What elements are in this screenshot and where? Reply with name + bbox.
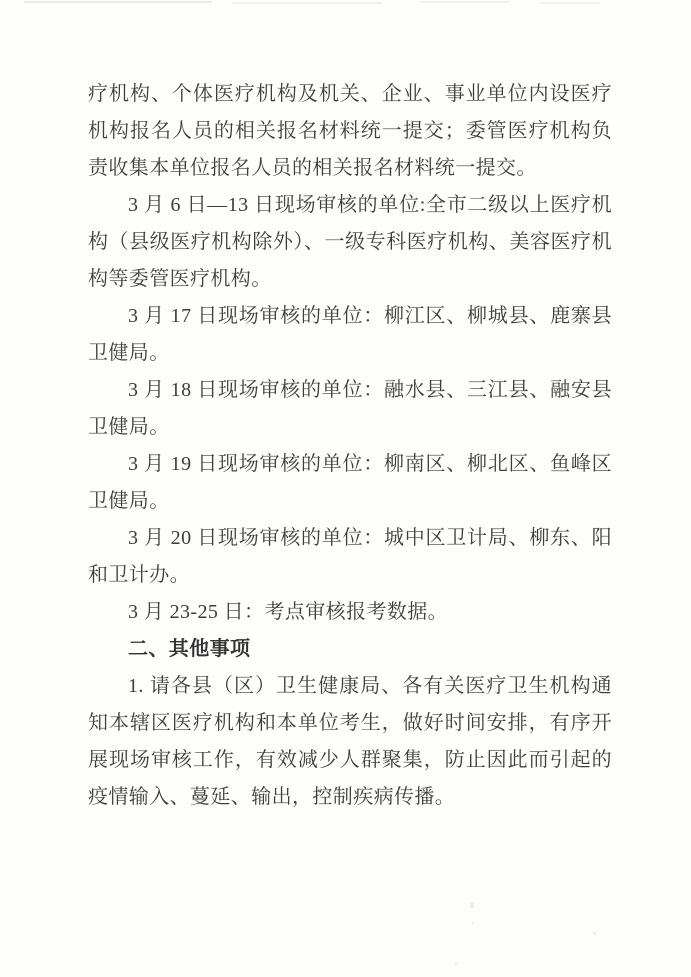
scan-artifact: [455, 962, 458, 965]
document-text-block: [88, 76, 612, 816]
scan-artifact: [24, 1, 212, 3]
paragraph-materials-submission: 疗机构、个体医疗机构及机关、企业、事业单位内设医疗机构报名人员的相关报名材料统一提交；委管医疗机构负责收集本单位报名人员的相关报名材料统一提交。: [88, 83, 612, 179]
section-heading-other-matters: 二、其他事项: [128, 638, 251, 660]
paragraph-schedule-mar6-13: 3 月 6 日—13 日现场审核的单位:全市二级以上医疗机构（县级医疗机构除外）、一级专科医疗机构、美容医疗机构等委管医疗机构。: [88, 194, 612, 290]
scan-artifact: [232, 2, 382, 4]
paragraph-schedule-mar20: 3 月 20 日现场审核的单位：城中区卫计局、柳东、阳和卫计办。: [88, 527, 612, 586]
scan-artifact: [470, 903, 474, 908]
scan-artifact: [420, 1, 510, 3]
scan-artifact: [540, 2, 600, 4]
paragraph-schedule-mar17: 3 月 17 日现场审核的单位：柳江区、柳城县、鹿寨县卫健局。: [88, 305, 612, 364]
paragraph-other-matters-item1: 1. 请各县（区）卫生健康局、各有关医疗卫生机构通知本辖区医疗机构和本单位考生，做好时间安排，有序开展现场审核工作，有效减少人群聚集，防止因此而引起的疫情输入、蔓延、输出，控制疾病传播。: [88, 675, 612, 808]
paragraph-schedule-mar19: 3 月 19 日现场审核的单位：柳南区、柳北区、鱼峰区卫健局。: [88, 453, 612, 512]
scan-artifact: [472, 922, 474, 925]
paragraph-schedule-mar23-25: 3 月 23-25 日：考点审核报考数据。: [128, 601, 449, 623]
scan-artifact: [593, 932, 596, 935]
paragraph-schedule-mar18: 3 月 18 日现场审核的单位：融水县、三江县、融安县卫健局。: [88, 379, 612, 438]
